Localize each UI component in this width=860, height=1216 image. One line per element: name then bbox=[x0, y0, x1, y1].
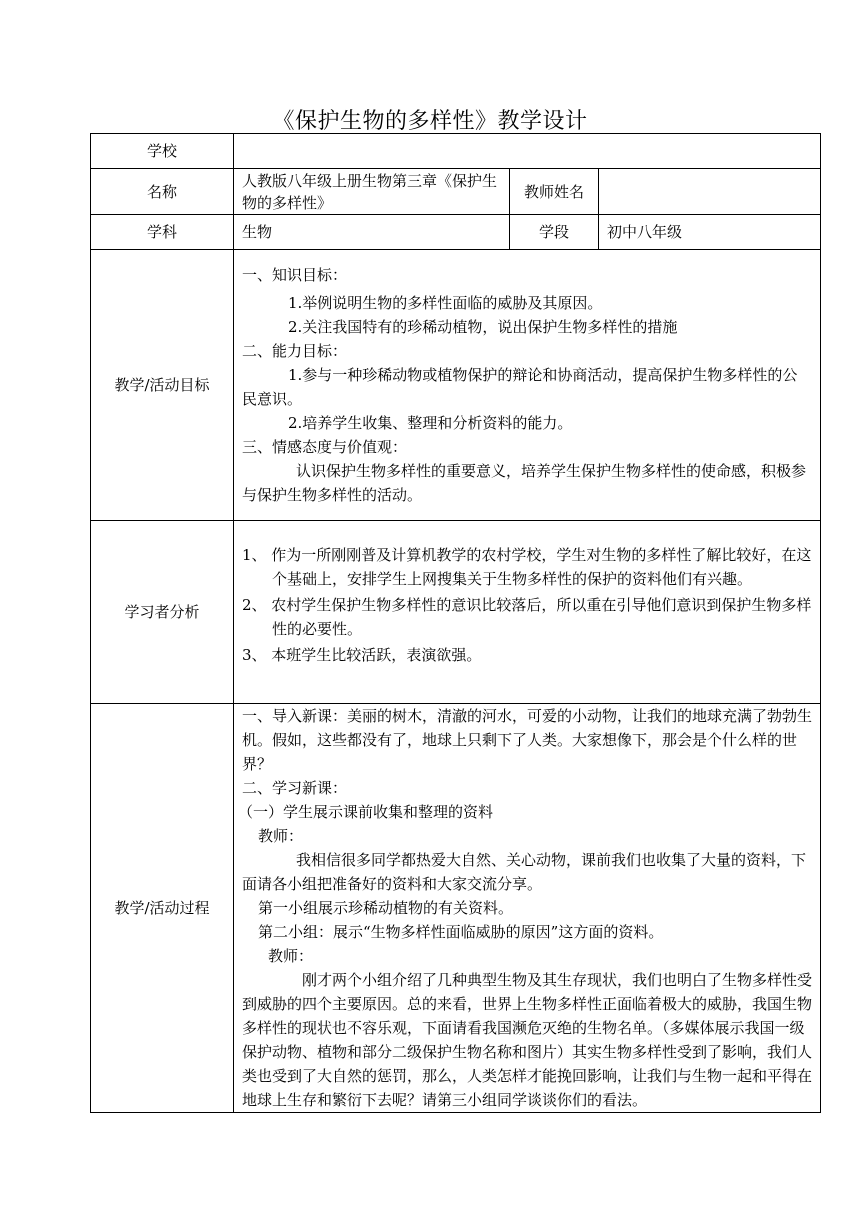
goals-content bbox=[234, 250, 821, 521]
learners-item-3: 3、 本班学生比较活跃，表演欲强。 bbox=[242, 646, 482, 664]
teacher-label: 教师姓名 bbox=[510, 169, 599, 215]
goals-heading-knowledge: 一、知识目标： bbox=[242, 266, 348, 284]
subject-value: 生物 bbox=[234, 215, 510, 250]
process-label: 教学/活动过程 bbox=[91, 704, 234, 1113]
school-value bbox=[234, 134, 821, 169]
name-label: 名称 bbox=[91, 169, 234, 215]
goals-attitude-1: 认识保护生物多样性的重要意义，培养学生保护生物多样性的使命感，积极参与保护生物多样性的活动。 bbox=[242, 462, 807, 504]
goals-knowledge-1: 1.举例说明生物的多样性面临的威胁及其原因。 bbox=[288, 294, 603, 312]
teacher-value bbox=[599, 169, 821, 215]
goals-label: 教学/活动目标 bbox=[91, 250, 234, 521]
stage-label: 学段 bbox=[510, 215, 599, 250]
goals-ability-1: 1.参与一种珍稀动物或植物保护的辩论和协商活动，提高保护生物多样性的公民意识。 bbox=[242, 366, 798, 408]
learners-label: 学习者分析 bbox=[91, 521, 234, 704]
row-process bbox=[91, 704, 821, 1113]
goals-heading-attitude: 三、情感态度与价值观： bbox=[242, 438, 408, 456]
goals-heading-ability: 二、能力目标： bbox=[242, 342, 348, 360]
row-goals bbox=[91, 250, 821, 521]
process-content bbox=[234, 704, 821, 1113]
learners-item-1: 1、 作为一所刚刚普及计算机教学的农村学校，学生对生物的多样性了解比较好，在这个基础上，安排学生上网搜集关于生物多样性的保护的资料他们有兴趣。 bbox=[242, 546, 812, 588]
stage-value: 初中八年级 bbox=[599, 215, 821, 250]
process-intro: 一、导入新课：美丽的树木，清澈的河水，可爱的小动物，让我们的地球充满了勃勃生机。假如，这些都没有了，地球上只剩下了人类。大家想像下，那会是个什么样的世界？ bbox=[242, 707, 813, 773]
process-subheading-1: （一）学生展示课前收集和整理的资料 bbox=[238, 803, 494, 821]
goals-ability-2: 2.培养学生收集、整理和分析资料的能力。 bbox=[288, 414, 573, 432]
process-teacher-2-text: 刚才两个小组介绍了几种典型生物及其生存现状，我们也明白了生物多样性受到威胁的四个主要原因。总的来看，世界上生物多样性正面临着极大的威胁，我国生物多样性的现状也不容乐观，下面请看我国濒危灭绝的生物名单。（多媒体展示我国一级保护动物、植物和部分二级保护生物名称和图片）其实生物多样性受到了影响，我们人类也受到了大自然的惩罚，那么，人类怎样才能挽回影响，让我们与生物一起和平得在地球上生存和繁衍下去呢？请第三小组同学谈谈你们的看法。 bbox=[242, 971, 813, 1109]
learners-content bbox=[234, 521, 821, 704]
name-value: 人教版八年级上册生物第三章《保护生物的多样性》 bbox=[234, 169, 510, 215]
school-label: 学校 bbox=[91, 134, 234, 169]
row-school bbox=[91, 134, 821, 169]
process-teacher-1: 教师： bbox=[258, 827, 304, 845]
row-subject bbox=[91, 215, 821, 250]
process-heading-new: 二、学习新课： bbox=[242, 779, 348, 797]
process-group-2: 第二小组：展示“生物多样性面临威胁的原因”这方面的资料。 bbox=[258, 923, 664, 941]
row-name bbox=[91, 169, 821, 215]
goals-knowledge-2: 2.关注我国特有的珍稀动植物，说出保护生物多样性的措施 bbox=[288, 318, 678, 336]
process-group-1: 第一小组展示珍稀动植物的有关资料。 bbox=[258, 899, 514, 917]
learners-item-2: 2、 农村学生保护生物多样性的意识比较落后，所以重在引导他们意识到保护生物多样性的必要性。 bbox=[242, 596, 812, 638]
document-title: 《保护生物的多样性》教学设计 bbox=[272, 109, 588, 134]
process-teacher-1-text: 我相信很多同学都热爱大自然、关心动物，课前我们也收集了大量的资料，下面请各小组把准备好的资料和大家交流分享。 bbox=[242, 851, 807, 893]
process-teacher-2: 教师： bbox=[268, 947, 314, 965]
row-learners bbox=[91, 521, 821, 704]
lesson-plan-table bbox=[90, 133, 821, 1113]
subject-label: 学科 bbox=[91, 215, 234, 250]
